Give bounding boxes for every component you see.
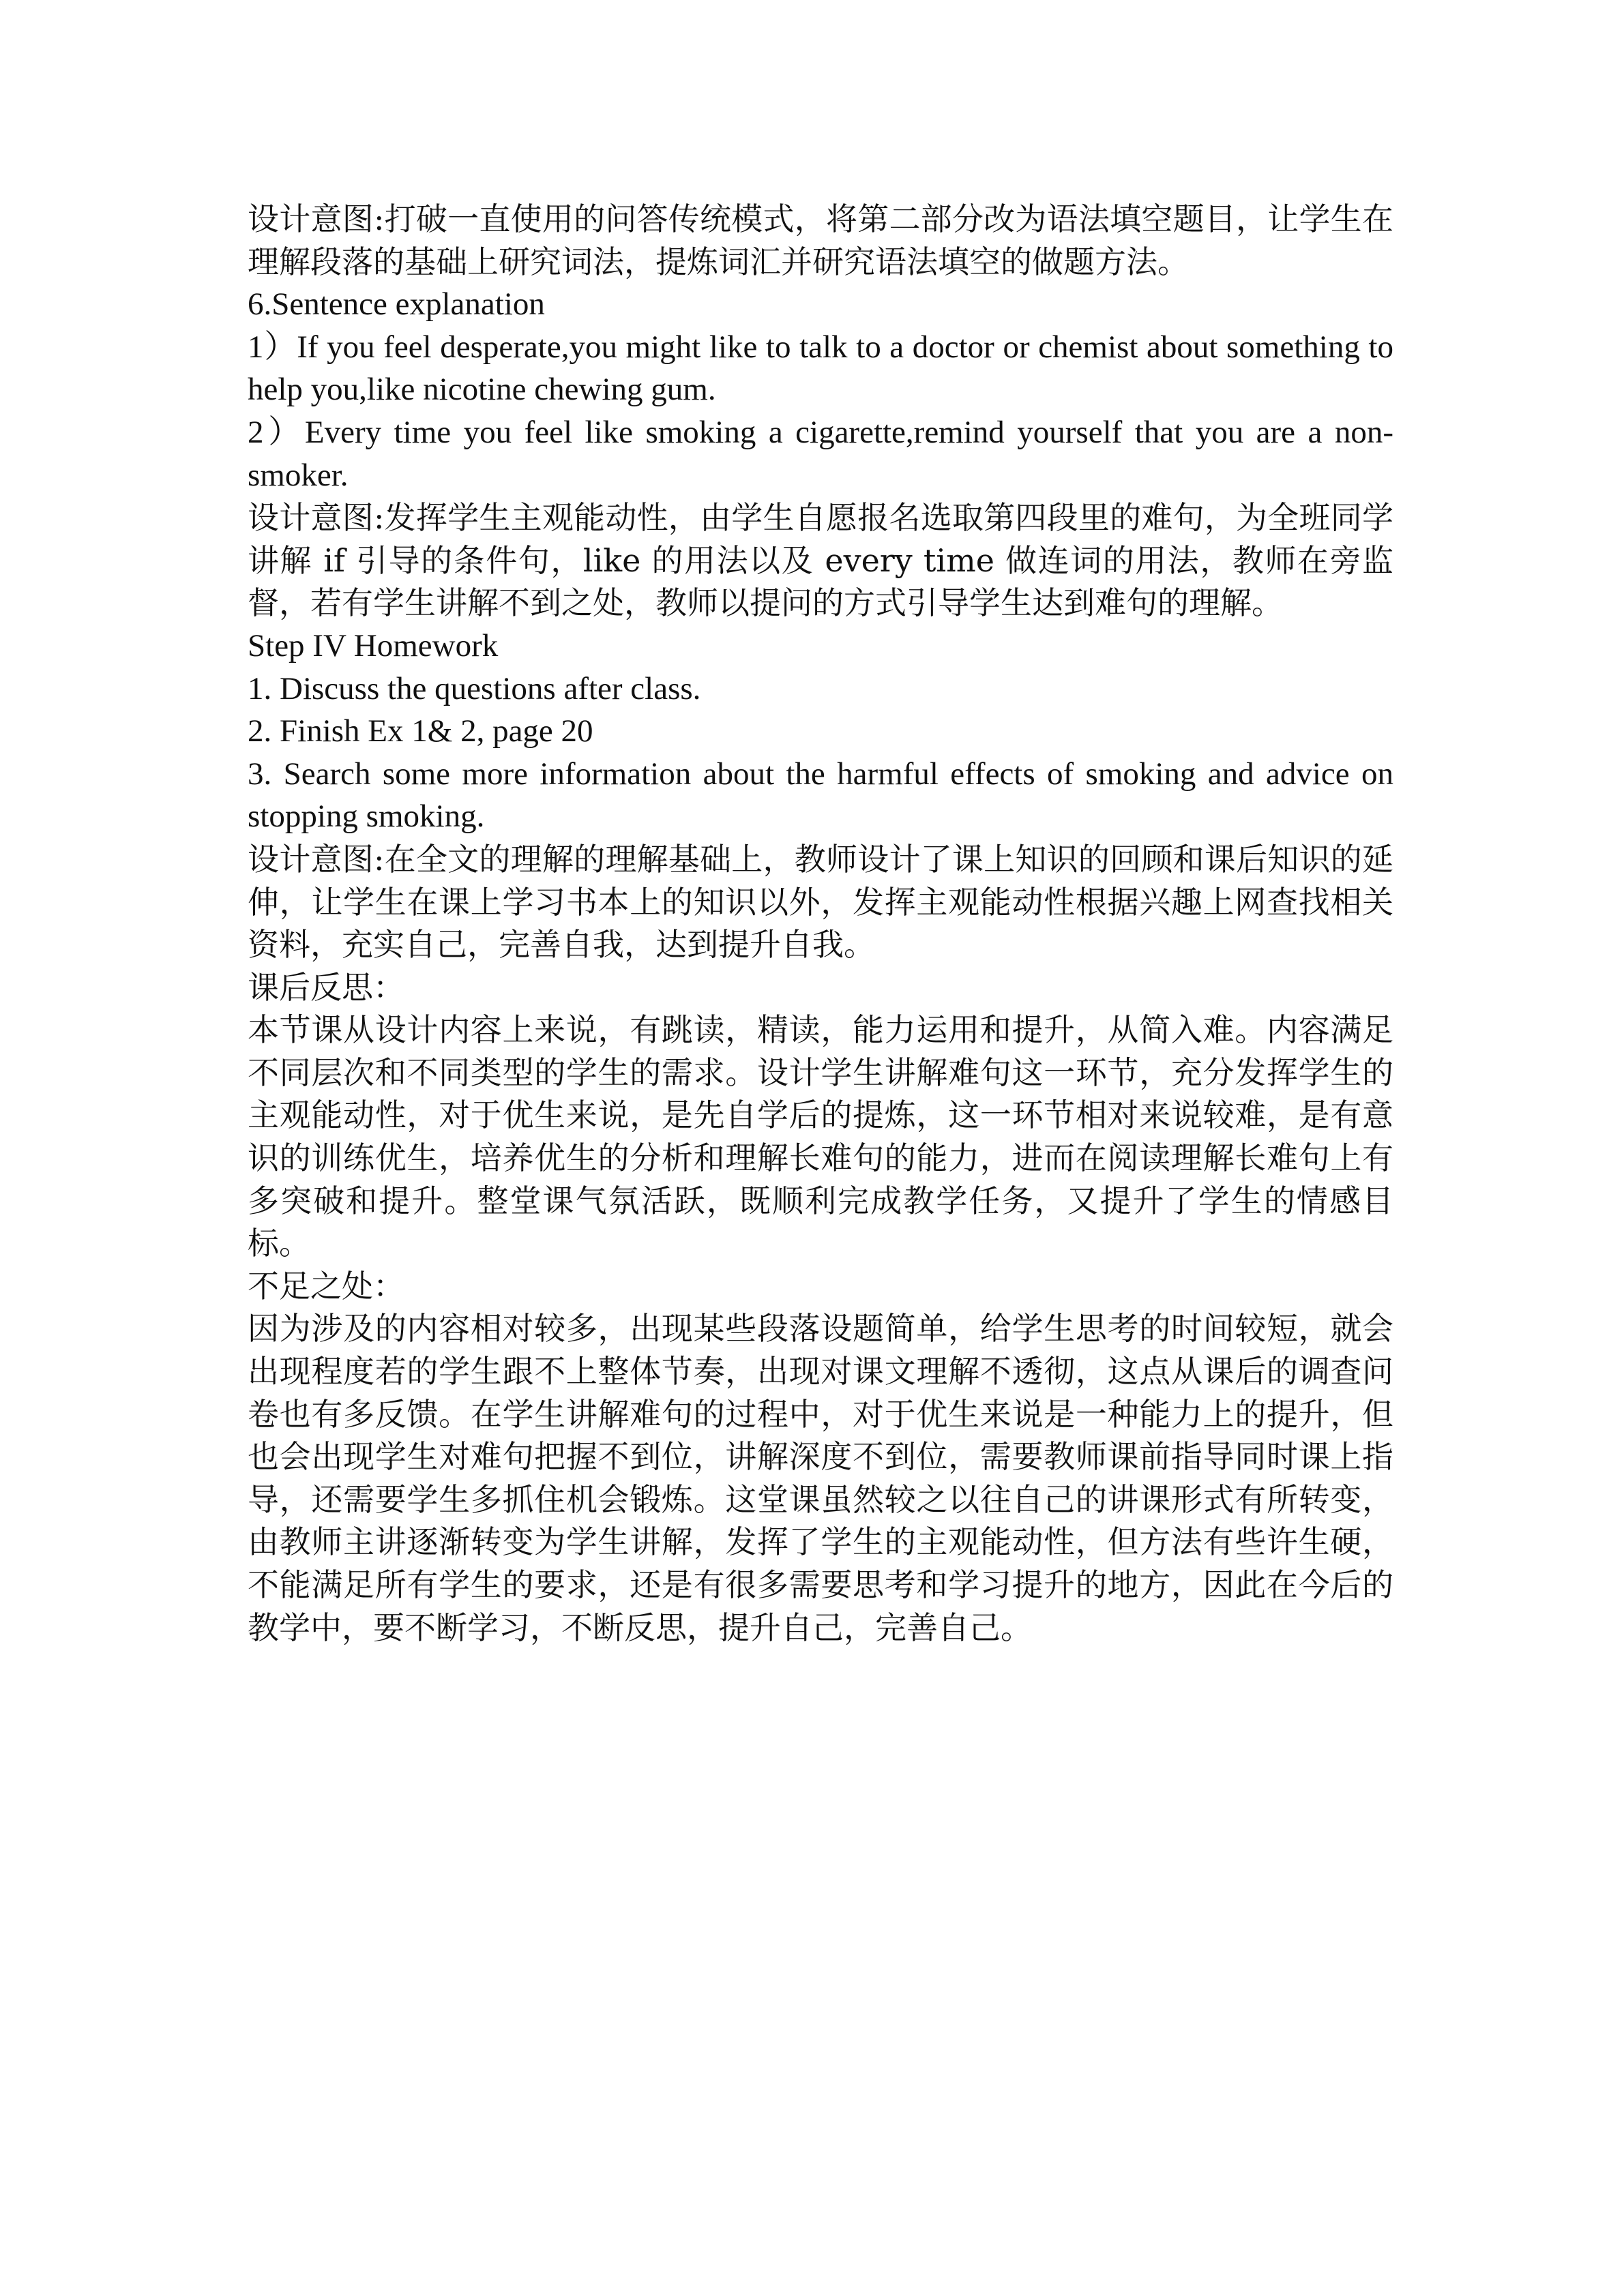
reflection-paragraph: 本节课从设计内容上来说，有跳读，精读，能力运用和提升，从简入难。内容满足不同层次和不同类型的学生的需求。设计学生讲解难句这一环节，充分发挥学生的主观能动性，对于优生来说，是先自学后的提炼，这一环节相对来说较难，是有意识的训练优生，培养优生的分析和理解长难句的能力，进而在阅读理解长难句上有多突破和提升。整堂课气氛活跃，既顺利完成教学任务，又提升了学生的情感目标。 xyxy=(248,1011,1393,1262)
reflection-heading: 课后反思： xyxy=(248,968,404,1006)
design-intent-paragraph: 设计意图:在全文的理解的理解基础上，教师设计了课上知识的回顾和课后知识的延伸，让学生在课上学习书本上的知识以外，发挥主观能动性根据兴趣上网查找相关资料，充实自己，完善自我，达到提升自我。 xyxy=(248,840,1393,964)
document-body xyxy=(248,198,1393,1649)
homework-item: 2. Finish Ex 1& 2, page 20 xyxy=(248,713,593,749)
section-heading: 6.Sentence explanation xyxy=(248,286,545,323)
design-intent-paragraph: 设计意图:打破一直使用的问答传统模式，将第二部分改为语法填空题目，让学生在理解段落的基础上研究词法，提炼词汇并研究语法填空的做题方法。 xyxy=(248,200,1393,280)
homework-item: 1. Discuss the questions after class. xyxy=(248,670,701,706)
design-intent-paragraph: 设计意图:发挥学生主观能动性，由学生自愿报名选取第四段里的难句，为全班同学讲解 if 引导的条件句，like 的用法以及 every time 做连词的用法，教师在旁监督，若有学生讲解不到之处，教师以提问的方式引导学生达到难句的理解。 xyxy=(248,499,1393,622)
shortcomings-paragraph: 因为涉及的内容相对较多，出现某些段落设题简单，给学生思考的时间较短，就会出现程度若的学生跟不上整体节奏，出现对课文理解不透彻，这点从课后的调查问卷也有多反馈。在学生讲解难句的过程中，对于优生来说是一种能力上的提升，但也会出现学生对难句把握不到位，讲解深度不到位，需要教师课前指导同时课上指导，还需要学生多抓住机会锻炼。这堂课虽然较之以往自己的讲课形式有所转变，由教师主讲逐渐转变为学生讲解，发挥了学生的主观能动性，但方法有些许生硬，不能满足所有学生的要求，还是有很多需要思考和学习提升的地方，因此在今后的教学中，要不断学习，不断反思，提升自己，完善自己。 xyxy=(248,1310,1393,1646)
section-heading: Step IV Homework xyxy=(248,627,499,664)
example-sentence: 1）If you feel desperate,you might like to talk to a doctor or chemist about something to help you,like nicotine chewing gum. xyxy=(248,329,1393,408)
example-sentence: 2）Every time you feel like smoking a cigarette,remind yourself that you are a non-smoker. xyxy=(248,414,1393,493)
shortcomings-heading: 不足之处： xyxy=(248,1267,404,1304)
homework-item: 3. Search some more information about the harmful effects of smoking and advice on stopping smoking. xyxy=(248,756,1393,835)
